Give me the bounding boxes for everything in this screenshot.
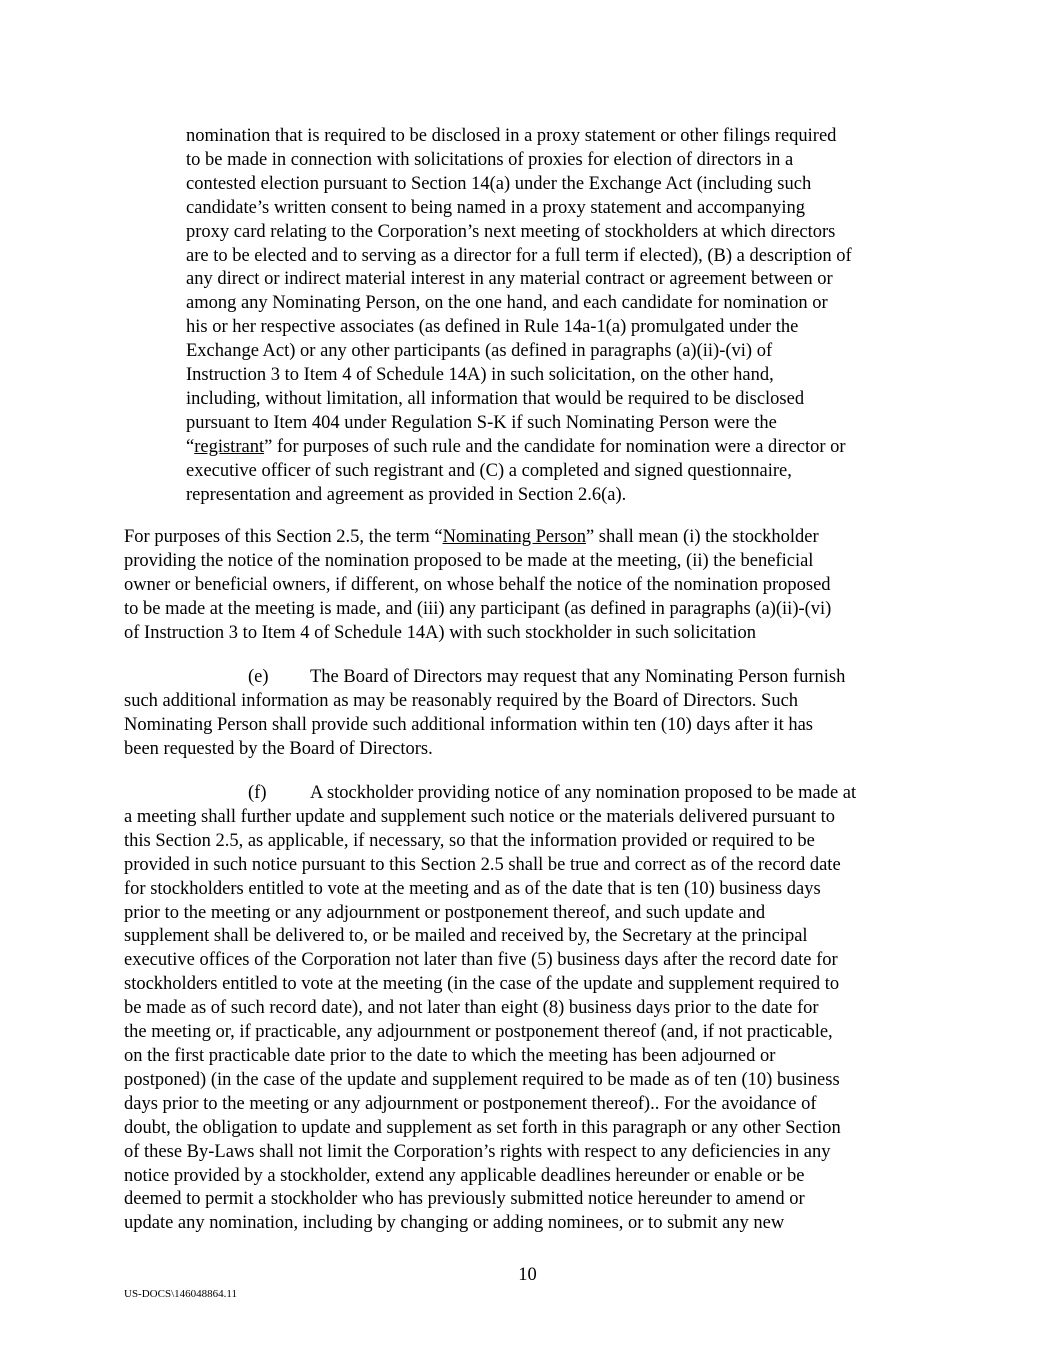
text-line: executive offices of the Corporation not later than five (5) business days after the record date for [124,950,838,971]
text-line: representation and agreement as provided in Section 2.6(a). [186,484,627,505]
text-line: contested election pursuant to Section 14(a) under the Exchange Act (including such [186,173,812,194]
paragraph-label: (e) [248,667,269,687]
text-line: days prior to the meeting or any adjournment or postponement thereof).. For the avoidance of [124,1093,817,1114]
text-line: provided in such notice pursuant to this Section 2.5 shall be true and correct as of the record date [124,854,841,875]
text-line: doubt, the obligation to update and supplement as set forth in this paragraph or any other Section [124,1117,841,1138]
text-line: of Instruction 3 to Item 4 of Schedule 14A) with such stockholder in such solicitation [124,622,756,643]
text-line: including, without limitation, all information that would be required to be disclosed [186,388,805,409]
text-line: his or her respective associates (as defined in Rule 14a-1(a) promulgated under the [186,317,799,338]
nominating-person-definition [124,526,924,646]
text-line: any direct or indirect material interest in any material contract or agreement between or [186,269,833,290]
paragraph-e-first-line [124,666,924,690]
paragraph-e [124,666,924,762]
text-line: notice provided by a stockholder, extend any applicable deadlines hereunder or enable or be [124,1165,805,1186]
open-quote: “ [186,436,195,457]
text-line: prior to the meeting or any adjournment or postponement thereof, and such update and [124,902,766,923]
document-id: US-DOCS\146048864.11 [124,1288,237,1300]
paragraph-f [124,782,934,1236]
text-line: a meeting shall further update and supplement such notice or the materials delivered pursuant to [124,806,835,827]
text-line: providing the notice of the nomination proposed to be made at the meeting, (ii) the beneficial [124,550,814,571]
defined-term-registrant: registrant [194,436,265,457]
text-line: postponed) (in the case of the update and supplement required to be made as of ten (10) business [124,1069,840,1090]
text-line: be made as of such record date), and not later than eight (8) business days prior to the date for [124,998,819,1019]
text-line: such additional information as may be reasonably required by the Board of Directors. Such [124,690,799,711]
paragraph-f-first-line [124,782,934,806]
text-fragment: For purposes of this Section 2.5, the term “ [124,527,443,547]
text-line: pursuant to Item 404 under Regulation S-K if such Nominating Person were the [186,412,777,433]
text-line: supplement shall be delivered to, or be mailed and received by, the Secretary at the principal [124,926,808,947]
text-line: on the first practicable date prior to the date to which the meeting has been adjourned or [124,1045,776,1066]
text-line: proxy card relating to the Corporation’s next meeting of stockholders at which directors [186,221,836,242]
text-fragment: ” shall mean (i) the stockholder [585,527,819,547]
text-line: candidate’s written consent to being named in a proxy statement and accompanying [186,197,806,218]
text-line: for stockholders entitled to vote at the meeting and as of the date that is ten (10) business days [124,878,821,899]
text-line: nomination that is required to be disclosed in a proxy statement or other filings required [186,126,837,146]
text-line: executive officer of such registrant and (C) a completed and signed questionnaire, [186,460,792,481]
text-line: Nominating Person shall provide such additional information within ten (10) days after it has [124,714,813,735]
text-line: are to be elected and to serving as a director for a full term if elected), (B) a description of [186,245,852,266]
text-line-registrant [186,436,926,460]
text-line: to be made in connection with solicitations of proxies for election of directors in a [186,149,794,170]
page-number: 10 [518,1265,537,1285]
text-line: stockholders entitled to vote at the meeting (in the case of the update and supplement required to [124,974,840,995]
paragraph-label: (f) [248,783,267,803]
text-line: to be made at the meeting is made, and (iii) any participant (as defined in paragraphs (a)(ii)-(vi) [124,598,832,619]
text-line: Instruction 3 to Item 4 of Schedule 14A) in such solicitation, on the other hand, [186,365,774,386]
text-line: among any Nominating Person, on the one hand, and each candidate for nomination or [186,293,828,314]
text-line: Exchange Act) or any other participants (as defined in paragraphs (a)(ii)-(vi) of [186,341,773,362]
text-fragment: A stockholder providing notice of any nomination proposed to be made at [310,783,857,803]
defined-term-nominating-person: Nominating Person [442,527,586,547]
text-line: update any nomination, including by changing or adding nominees, or to submit any new [124,1213,785,1234]
text-line: been requested by the Board of Directors. [124,738,433,759]
text-line: the meeting or, if practicable, any adjournment or postponement thereof (and, if not practicable, [124,1022,833,1043]
text-line-nominating-person [124,526,924,550]
text-line: owner or beneficial owners, if different, on whose behalf the notice of the nomination proposed [124,574,831,595]
text-line: of these By-Laws shall not limit the Corporation’s rights with respect to any deficiencies in any [124,1141,831,1162]
text-line: deemed to permit a stockholder who has previously submitted notice hereunder to amend or [124,1189,805,1210]
text-line: this Section 2.5, as applicable, if necessary, so that the information provided or required to be [124,830,815,851]
text-fragment: ” for purposes of such rule and the candidate for nomination were a director or [264,436,846,457]
paragraph-d-continuation [186,125,926,508]
text-fragment: The Board of Directors may request that any Nominating Person furnish [310,667,846,687]
